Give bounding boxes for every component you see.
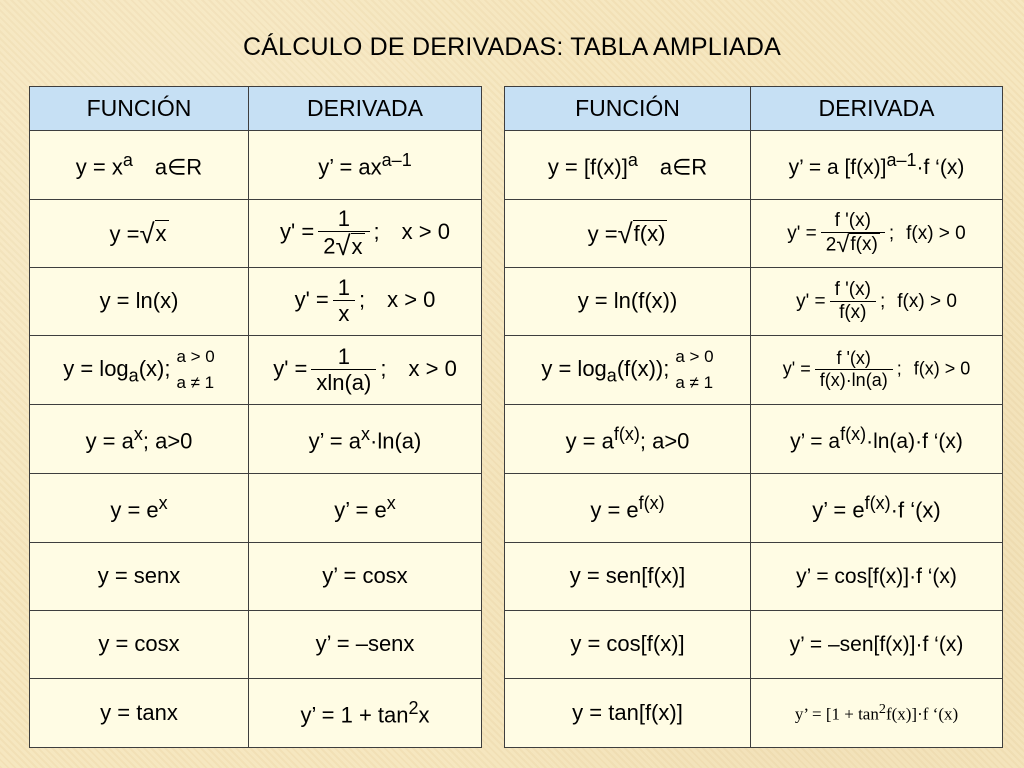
function-cell: $y = a^x$; a>0: [30, 405, 249, 474]
row-sqrt: [505, 200, 1003, 268]
fraction: $\frac{1}{2√x}$: [318, 207, 369, 260]
derivative-cell: y’ = –senx: [249, 611, 482, 679]
function-cell: y =√f(x): [505, 200, 751, 268]
fraction: $\frac{1}{xln(a)}$: [311, 345, 376, 395]
function-cell: $y = e^{f(x)}$: [505, 474, 751, 543]
derivative-cell: y’ = $e^{f(x)}\cdot f$ ‘(x): [751, 474, 1003, 543]
derivative-cell: y’ = a $[f(x)]^{a-1}\cdot f$ ‘(x): [751, 131, 1003, 200]
function-cell: $y = \log_a(x)$; a > 0 a ≠ 1: [30, 336, 249, 405]
square-root: √f(x): [617, 217, 666, 249]
derivative-cell: y’ = cosx: [249, 543, 482, 611]
derivative-cell: y’ = cos[f(x)]·f ‘(x): [751, 543, 1003, 611]
function-cell: y = ln(f(x)): [505, 268, 751, 336]
derivative-cell: y’ = $a^x\cdot\ln(a)$: [249, 405, 482, 474]
function-cell: y = tanx: [30, 679, 249, 748]
header-funcion: FUNCIÓN: [30, 87, 249, 131]
derivative-cell: y’ = $ax^{a-1}$: [249, 131, 482, 200]
square-root: √x: [139, 217, 167, 249]
derivative-cell: y' = $\frac{1}{xln(a)}$ ; x > 0: [249, 336, 482, 405]
function-cell: y = senx: [30, 543, 249, 611]
function-cell: y = cosx: [30, 611, 249, 679]
derivative-table-composite: [504, 86, 1003, 748]
derivative-cell: y’ = $a^{f(x)}\cdot\ln(a)\cdot f$ ‘(x): [751, 405, 1003, 474]
row-exp-a: [505, 405, 1003, 474]
row-cos: [505, 611, 1003, 679]
function-cell: y = sen[f(x)]: [505, 543, 751, 611]
derivative-cell: y’ = $e^x$: [249, 474, 482, 543]
function-cell: $y = \log_a(f(x))$; a > 0 a ≠ 1: [505, 336, 751, 405]
base-conditions: a > 0 a ≠ 1: [176, 346, 215, 392]
row-exp-e: [505, 474, 1003, 543]
derivative-cell: y’ = $1 + \tan^2x$: [249, 679, 482, 748]
derivative-cell: y’ = $[1 + \tan^2f(x)]\cdot f$ ‘(x): [751, 679, 1003, 748]
row-sin: [30, 543, 482, 611]
derivative-cell: y' = $\frac{1}{2√x}$ ; x > 0: [249, 200, 482, 268]
row-ln: [505, 268, 1003, 336]
header-derivada: DERIVADA: [249, 87, 482, 131]
row-tan: [505, 679, 1003, 748]
row-exp-a: [30, 405, 482, 474]
table-header-row: [30, 87, 482, 131]
function-cell: $y = x^a$ a∈R: [30, 131, 249, 200]
table-header-row: [505, 87, 1003, 131]
fraction: $\frac{f '(x)}{2√f(x)}$: [821, 211, 885, 257]
row-exp-e: [30, 474, 482, 543]
header-funcion: FUNCIÓN: [505, 87, 751, 131]
function-cell: y = cos[f(x)]: [505, 611, 751, 679]
derivative-cell: y' = $\frac{f '(x)}{f(x)}$ ; f(x) > 0: [751, 268, 1003, 336]
function-cell: $y = [f(x)]^a$ a∈R: [505, 131, 751, 200]
function-cell: $y = a^{f(x)}$; a>0: [505, 405, 751, 474]
derivative-cell: y' = $\frac{1}{x}$ ; x > 0: [249, 268, 482, 336]
derivative-cell: y' = $\frac{f '(x)}{2√f(x)}$ ; f(x) > 0: [751, 200, 1003, 268]
row-tan: [30, 679, 482, 748]
row-log: [505, 336, 1003, 405]
fraction: $\frac{f '(x)}{f(x)\cdot\ln(a)}$: [815, 349, 893, 390]
row-power: [30, 131, 482, 200]
row-ln: [30, 268, 482, 336]
row-sin: [505, 543, 1003, 611]
row-log: [30, 336, 482, 405]
row-cos: [30, 611, 482, 679]
fraction: $\frac{f '(x)}{f(x)}$: [830, 280, 876, 324]
row-power: [505, 131, 1003, 200]
derivative-cell: y’ = –sen[f(x)]·f ‘(x): [751, 611, 1003, 679]
header-derivada: DERIVADA: [751, 87, 1003, 131]
function-cell: y = tan[f(x)]: [505, 679, 751, 748]
fraction: $\frac{1}{x}$: [333, 276, 355, 326]
derivative-table-basic: [29, 86, 482, 748]
function-cell: y = ln(x): [30, 268, 249, 336]
derivative-cell: y' = $\frac{f '(x)}{f(x)\cdot\ln(a)}$ ; f(x) > 0: [751, 336, 1003, 405]
page-title: CÁLCULO DE DERIVADAS: TABLA AMPLIADA: [243, 33, 781, 61]
row-sqrt: [30, 200, 482, 268]
base-conditions: a > 0 a ≠ 1: [675, 346, 714, 392]
function-cell: y =√x: [30, 200, 249, 268]
function-cell: $y = e^x$: [30, 474, 249, 543]
